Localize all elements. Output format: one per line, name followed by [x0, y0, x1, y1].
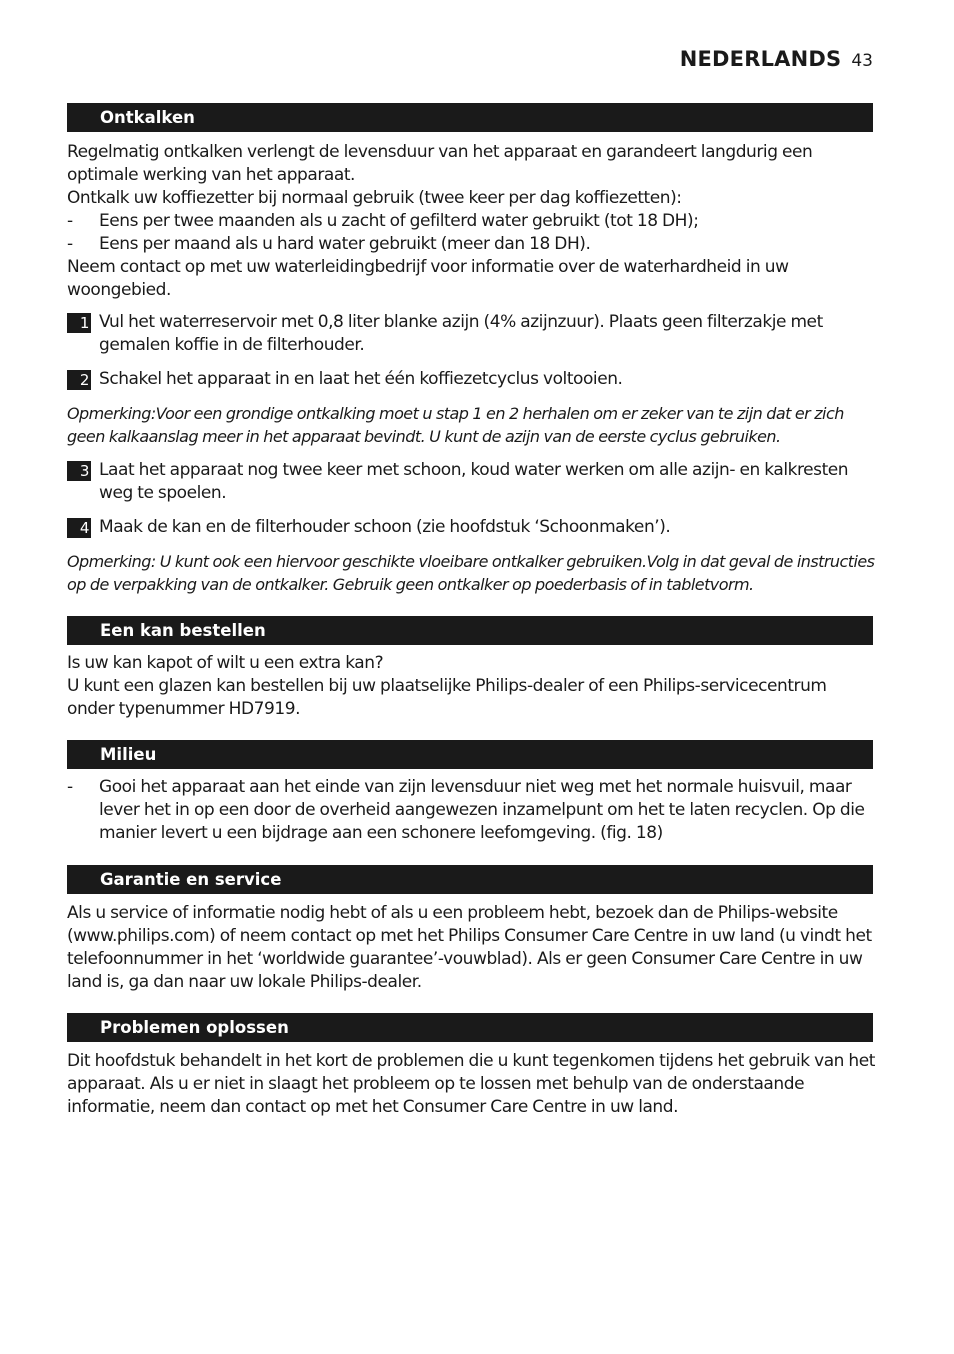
step-text: Laat het apparaat nog twee keer met schoon, koud water werken om alle azijn- en kalkresten weg te spoelen. — [99, 460, 849, 503]
list-item — [67, 233, 877, 256]
step-text: Vul het waterreservoir met 0,8 liter blanke azijn (4% azijnzuur). Plaats geen filterzakje met gemalen koffie in de filterhouder. — [99, 312, 823, 355]
note-2: Opmerking: U kunt ook een hiervoor geschikte vloeibare ontkalker gebruiken.Volg in dat geval de instructies op de verpakking van de ontkalker. Gebruik geen ontkalker op poederbasis of in tabletvorm. — [67, 552, 875, 594]
section-heading-milieu: Milieu — [67, 740, 873, 769]
list-item — [67, 776, 877, 845]
intro-paragraph: Ontkalk uw koffiezetter bij normaal gebruik (twee keer per dag koffiezetten): — [67, 188, 682, 208]
step-number: 2 — [67, 370, 91, 390]
step-number: 1 — [67, 313, 91, 333]
kan-bestellen-text — [67, 652, 877, 721]
list-item-text: Gooi het apparaat aan het einde van zijn levensduur niet weg met het normale huisvuil, maar lever het in op een door de overheid aangewezen inzamelpunt om het te laten recyclen. Op die manier levert u een bijdrage aan een schonere leefomgeving. (fig. 18) — [99, 777, 865, 843]
section-heading-problemen: Problemen oplossen — [67, 1013, 873, 1042]
step-1 — [67, 311, 877, 357]
page-header — [680, 47, 873, 71]
problemen-text — [67, 1050, 877, 1119]
step-4 — [67, 516, 877, 539]
dash-bullet: - — [67, 234, 73, 254]
paragraph: Dit hoofdstuk behandelt in het kort de problemen die u kunt tegenkomen tijdens het gebruik van het apparaat. Als u er niet in slaagt het probleem op te lossen met behulp van de onderstaande informatie, neem dan contact op met het Consumer Care Centre in uw land. — [67, 1051, 875, 1117]
step-text: Schakel het apparaat in en laat het één koffiezetcyclus voltooien. — [99, 369, 623, 389]
ontkalken-intro — [67, 141, 877, 302]
garantie-text — [67, 902, 877, 994]
milieu-text — [67, 776, 877, 845]
section-heading-ontkalken: Ontkalken — [67, 103, 873, 132]
language-label: NEDERLANDS — [679, 47, 842, 71]
step-2 — [67, 368, 877, 391]
list-item-text: Eens per maand als u hard water gebruikt (meer dan 18 DH). — [99, 234, 591, 254]
list-item — [67, 210, 877, 233]
paragraph: U kunt een glazen kan bestellen bij uw plaatselijke Philips-dealer of een Philips-servicecentrum onder typenummer HD7919. — [67, 676, 827, 719]
step-3 — [67, 459, 877, 505]
note-1: Opmerking:Voor een grondige ontkalking moet u stap 1 en 2 herhalen om er zeker van te zijn dat er zich geen kalkaanslag meer in het apparaat bevindt. U kunt de azijn van de eerste cyclus gebruiken. — [67, 404, 844, 446]
dash-bullet: - — [67, 211, 73, 231]
dash-bullet: - — [67, 777, 73, 797]
section-heading-kan-bestellen: Een kan bestellen — [67, 616, 873, 645]
paragraph: Is uw kan kapot of wilt u een extra kan? — [67, 653, 384, 673]
step-number: 4 — [67, 518, 91, 538]
paragraph: Als u service of informatie nodig hebt of als u een probleem hebt, bezoek dan de Philips-website (www.philips.com) of neem contact op met het Philips Consumer Care Centre in uw land (u vindt het telefoonnummer in het ‘worldwide guarantee’-vouwblad). Als er geen Consumer Care Centre in uw land is, ga dan naar uw lokale Philips-dealer. — [67, 903, 872, 992]
contact-paragraph: Neem contact op met uw waterleidingbedrijf voor informatie over de waterhardheid in uw woongebied. — [67, 257, 789, 300]
list-item-text: Eens per twee maanden als u zacht of gefilterd water gebruikt (tot 18 DH); — [99, 211, 699, 231]
page-number: 43 — [851, 51, 873, 71]
section-heading-garantie: Garantie en service — [67, 865, 873, 894]
step-text: Maak de kan en de filterhouder schoon (zie hoofdstuk ‘Schoonmaken’). — [99, 517, 671, 537]
step-number: 3 — [67, 461, 91, 481]
intro-paragraph: Regelmatig ontkalken verlengt de levensduur van het apparaat en garandeert langdurig een optimale werking van het apparaat. — [67, 142, 813, 185]
